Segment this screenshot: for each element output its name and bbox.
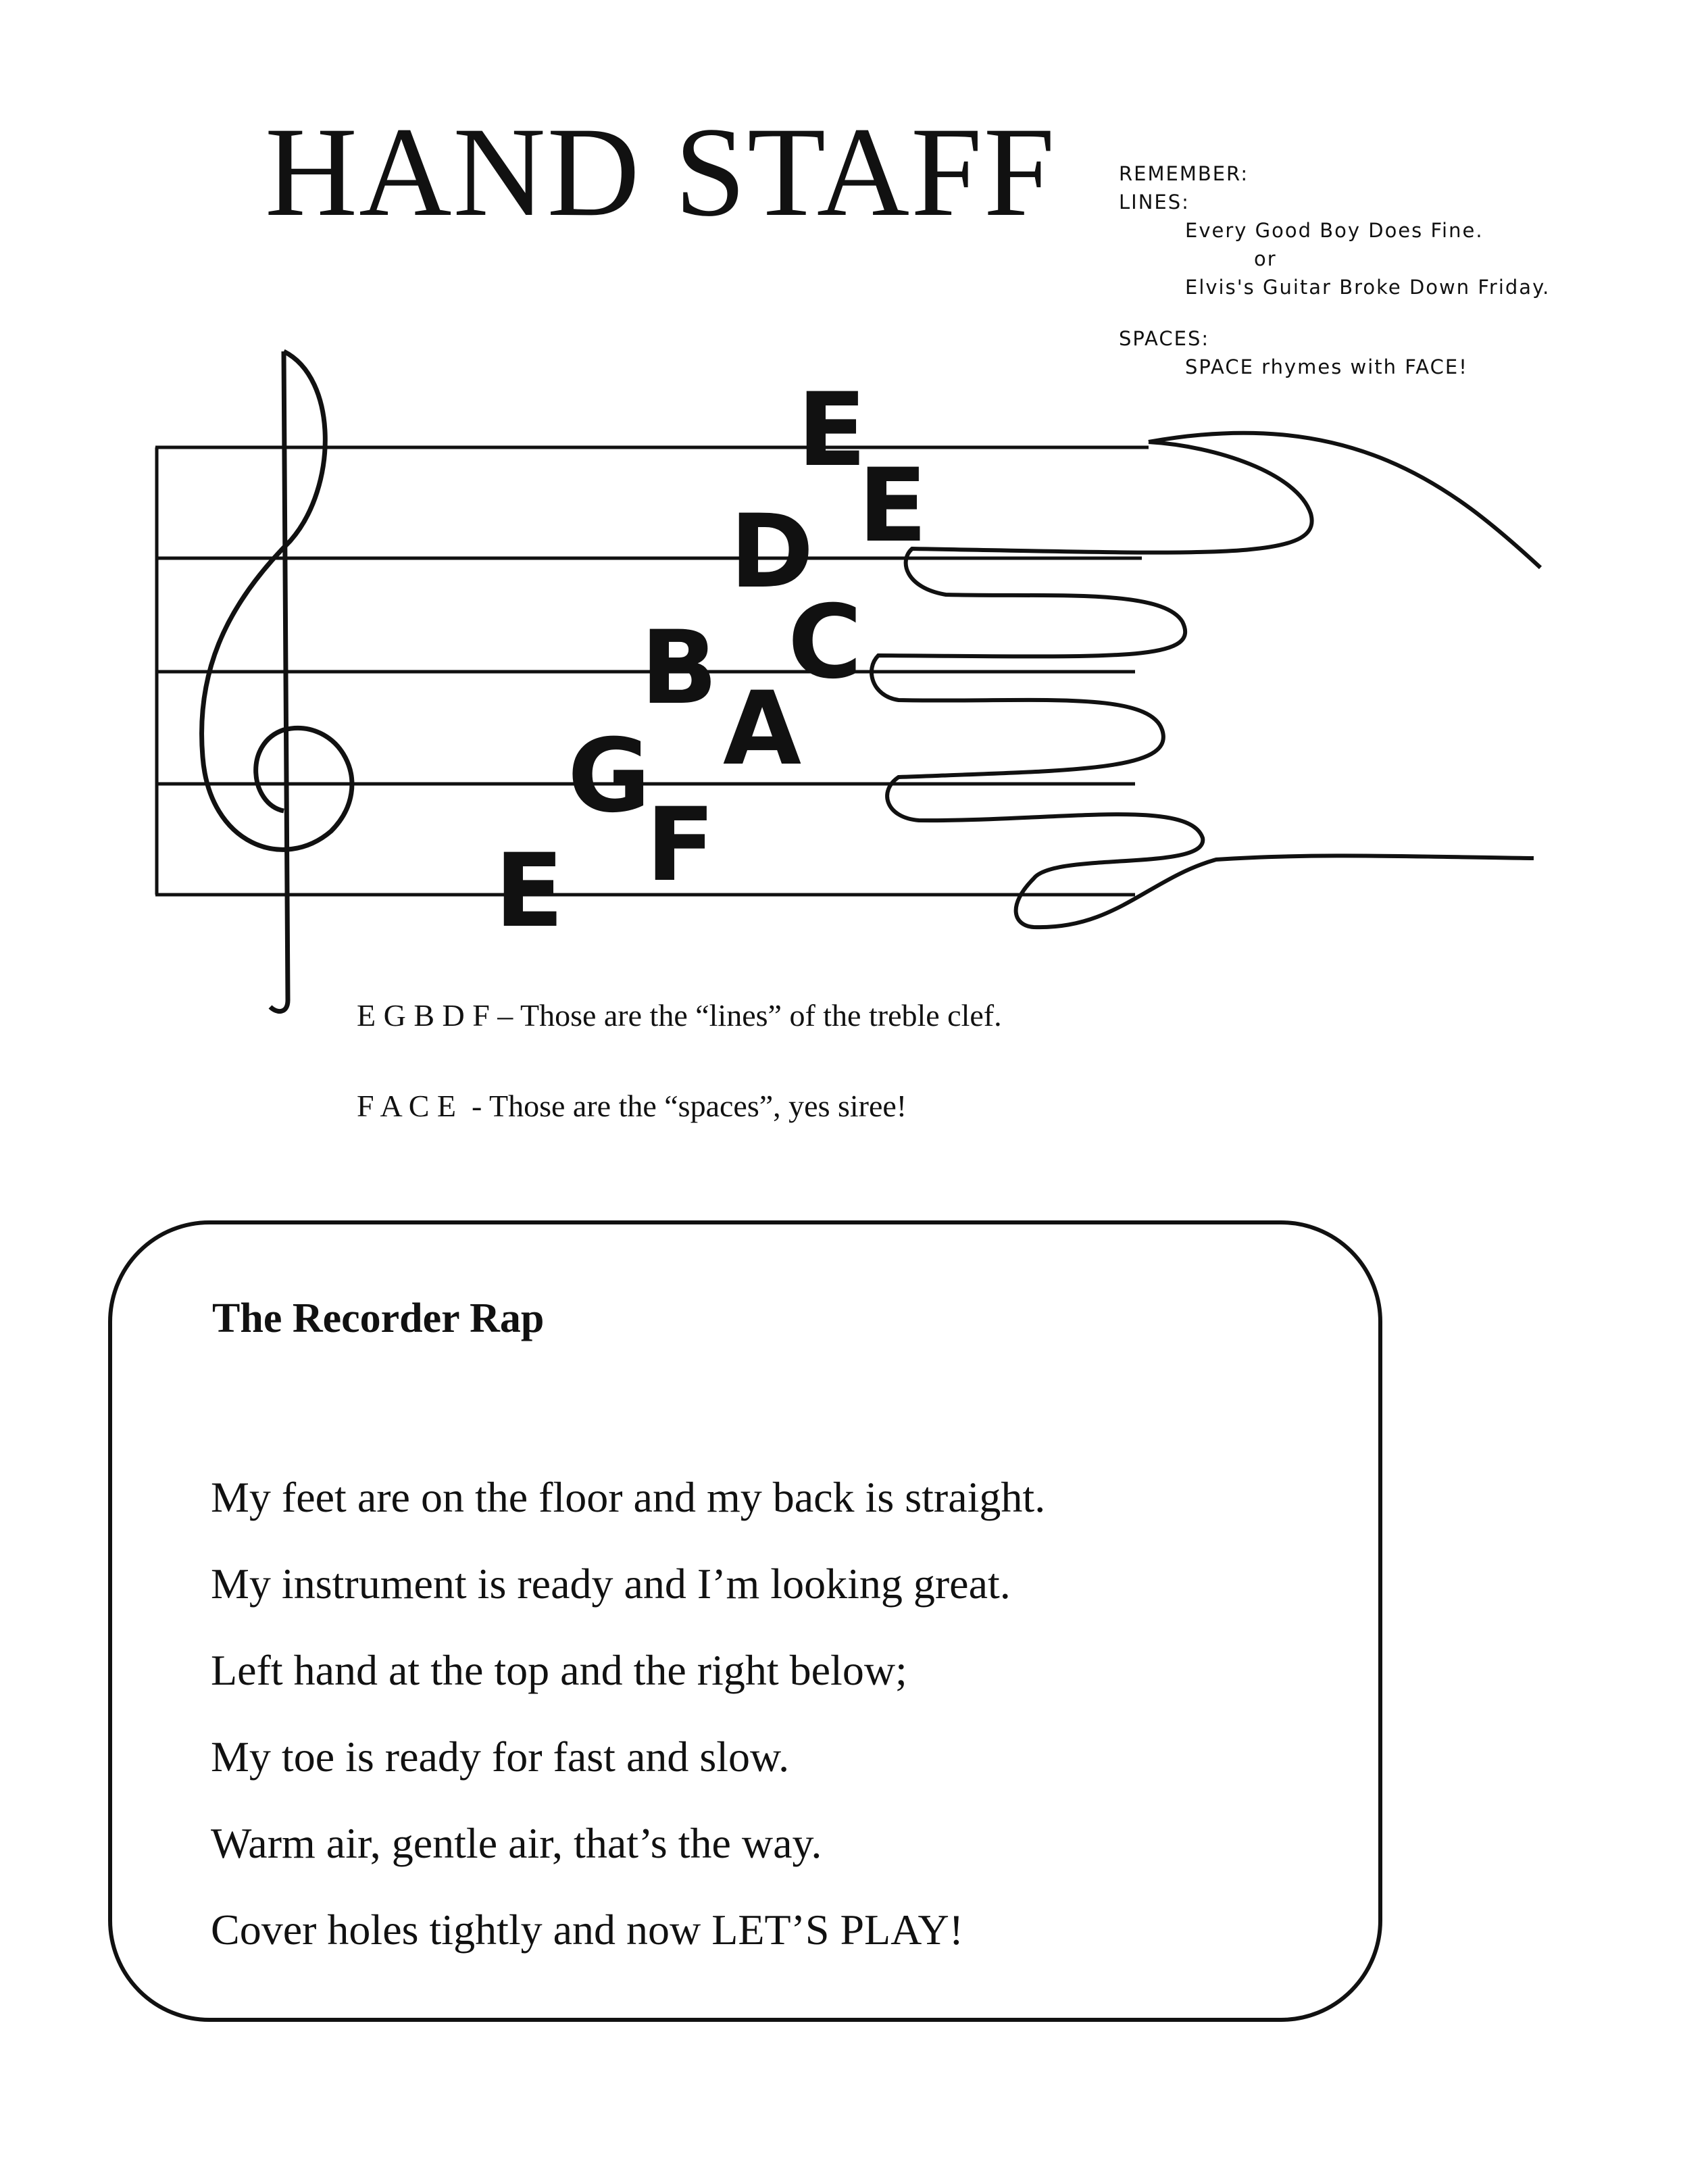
space-note-a: A (723, 670, 802, 788)
remember-heading: REMEMBER: (1119, 162, 1249, 185)
rap-title: The Recorder Rap (212, 1295, 545, 1341)
hand-outline (872, 433, 1540, 927)
treble-clef-icon (202, 351, 352, 1012)
line-note-g: G (568, 718, 651, 835)
space-note-e: E (858, 447, 928, 565)
rap-line: My toe is ready for fast and slow. (211, 1733, 790, 1781)
rap-line: Left hand at the top and the right below; (211, 1646, 907, 1694)
rap-line: Cover holes tightly and now LET’S PLAY! (211, 1906, 963, 1954)
space-note-f-low: F (646, 787, 715, 904)
space-note-c: C (788, 584, 863, 701)
rap-line: Warm air, gentle air, that’s the way. (211, 1819, 822, 1867)
lines-rule: E G B D F – Those are the “lines” of the treble clef. (357, 998, 1002, 1033)
spaces-label: SPACES: (1119, 327, 1210, 351)
line-note-b: B (640, 610, 718, 727)
spaces-rule: SPACE rhymes with FACE! (1185, 355, 1468, 379)
mnemonic-or: or (1254, 247, 1277, 271)
lines-label: LINES: (1119, 191, 1190, 214)
spaces-rule-text: F A C E - Those are the “spaces”, yes siree! (357, 1089, 907, 1123)
space-note-f: E (797, 372, 867, 489)
hand-staff-diagram (0, 0, 1708, 1027)
rap-line: My feet are on the floor and my back is straight. (211, 1473, 1046, 1521)
line-note-e: E (495, 833, 564, 950)
mnemonic-every-good-boy: Every Good Boy Does Fine. (1185, 219, 1484, 243)
line-note-d: D (730, 493, 814, 611)
rap-line: My instrument is ready and I’m looking great. (211, 1560, 1011, 1608)
recorder-rap-box (108, 1220, 1382, 2022)
page-title: HAND STAFF (265, 101, 1057, 243)
mnemonic-elvis: Elvis's Guitar Broke Down Friday. (1185, 276, 1551, 299)
